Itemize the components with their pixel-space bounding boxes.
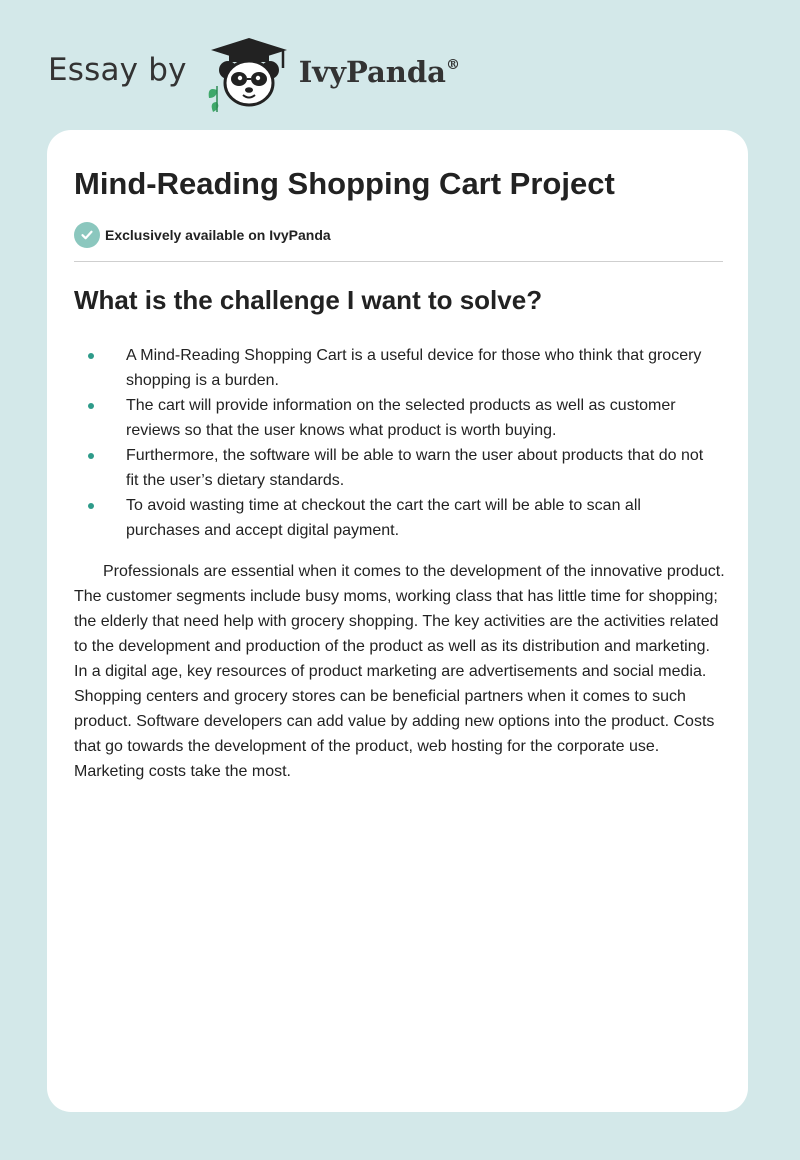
list-item	[74, 343, 714, 393]
list-item	[74, 393, 714, 443]
list-item-text: Furthermore, the software will be able to warn the user about products that do not fit the user’s dietary standards.	[126, 447, 704, 489]
list-item-text: A Mind-Reading Shopping Cart is a useful device for those who think that grocery shopping is a burden.	[126, 347, 702, 389]
site-header	[48, 36, 460, 112]
section-heading: What is the challenge I want to solve?	[74, 285, 543, 315]
bullet-dot-icon	[88, 503, 94, 509]
divider	[74, 261, 723, 262]
brand-name[interactable]	[299, 55, 460, 89]
check-circle-icon	[74, 222, 100, 248]
challenge-list	[74, 343, 714, 543]
list-item	[74, 443, 714, 493]
list-item-text: The cart will provide information on the selected products as well as customer reviews so that the user knows what product is worth buying.	[126, 397, 676, 439]
list-item	[74, 493, 714, 543]
exclusive-badge-label: Exclusively available on IvyPanda	[105, 227, 331, 243]
bullet-dot-icon	[88, 403, 94, 409]
essay-card	[47, 130, 748, 1112]
page-title: Mind-Reading Shopping Cart Project	[74, 166, 615, 201]
bullet-dot-icon	[88, 453, 94, 459]
registered-mark: ®	[445, 57, 460, 73]
body-paragraph: Professionals are essential when it comes to the development of the innovative product. The customer segments include busy moms, working class that has little time for shopping; the elderly that need help with grocery shopping. The key activities are the activities related to the development and production of the product as well as its distribution and marketing. In a digital age, key resources of product marketing are advertisements and social media. Shopping centers and grocery stores can be beneficial partners when it comes to such product. Software developers can add value by adding new options into the product. Costs that go towards the development of the product, web hosting for the corporate use. Marketing costs take the most.	[74, 563, 725, 780]
exclusive-badge	[74, 222, 331, 248]
list-item-text: To avoid wasting time at checkout the cart the cart will be able to scan all purchases and accept digital payment.	[126, 497, 641, 539]
panda-graduate-icon[interactable]	[203, 36, 295, 112]
bullet-dot-icon	[88, 353, 94, 359]
essay-by-label: Essay by	[48, 52, 187, 88]
brand-label: IvyPanda	[298, 55, 446, 89]
